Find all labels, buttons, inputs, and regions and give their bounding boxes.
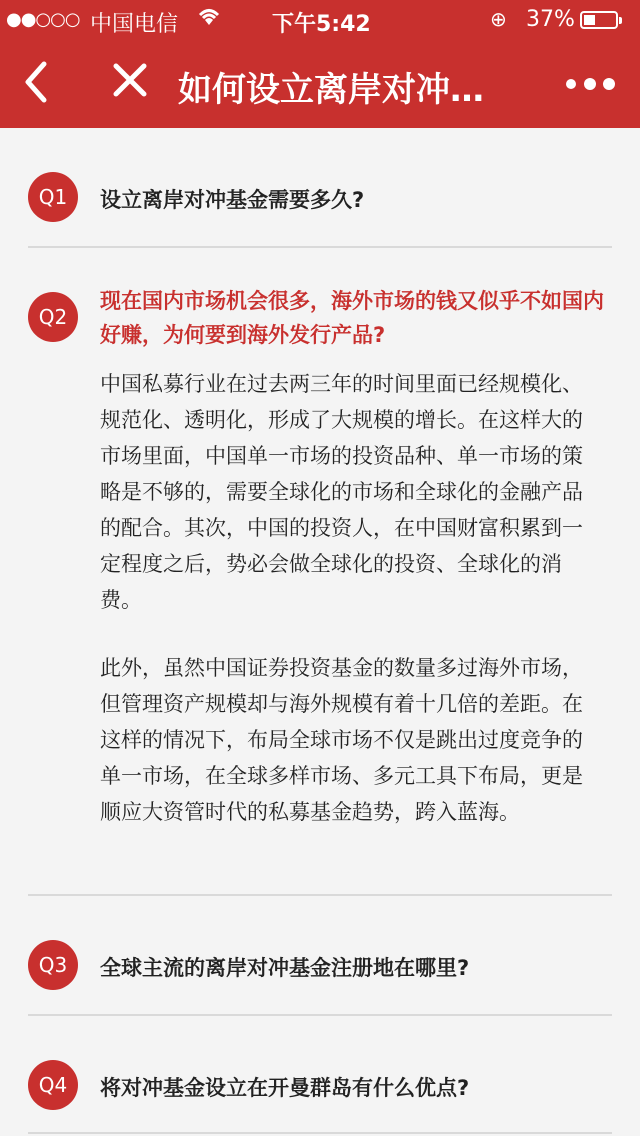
rotation-lock-icon: ⊕	[490, 7, 507, 31]
more-dot-icon	[566, 79, 576, 89]
battery-icon	[580, 11, 618, 29]
answer-paragraph: 中国私募行业在过去两三年的时间里面已经规模化、规范化、透明化，形成了大规模的增长。在这样大的市场里面，中国单一市场的投资品种、单一市场的策略是不够的，需要全球化的市场和全球化的金融产品的配合。其次，中国的投资人，在中国财富积累到一定程度之后，势必会做全球化的投资、全球化的消费。	[100, 372, 583, 612]
back-button[interactable]	[16, 52, 66, 112]
question-badge: Q1	[28, 172, 78, 222]
divider	[28, 246, 612, 248]
question-badge: Q3	[28, 940, 78, 990]
battery-fill	[584, 15, 595, 25]
question-text[interactable]: 全球主流的离岸对冲基金注册地在哪里?	[100, 956, 470, 980]
question-text[interactable]: 现在国内市场机会很多，海外市场的钱又似乎不如国内好赚，为何要到海外发行产品?	[100, 289, 604, 347]
divider	[28, 1014, 612, 1016]
question-text[interactable]: 将对冲基金设立在开曼群岛有什么优点?	[100, 1076, 470, 1100]
battery-tip	[619, 17, 622, 24]
more-menu-button[interactable]	[566, 64, 618, 104]
question-badge: Q2	[28, 292, 78, 342]
battery-percentage: 37%	[526, 7, 575, 32]
status-bar	[0, 0, 640, 40]
divider	[28, 894, 612, 896]
signal-strength-icon: ●●○○○	[6, 9, 80, 30]
wifi-icon	[196, 5, 222, 33]
top-bar	[0, 0, 640, 128]
divider	[28, 1132, 612, 1134]
question-text[interactable]: 设立离岸对冲基金需要多久?	[100, 188, 365, 212]
navigation-bar	[0, 40, 640, 128]
close-button[interactable]	[108, 52, 158, 112]
page-title: 如何设立离岸对冲…	[178, 70, 484, 110]
carrier-name: 中国电信	[90, 12, 179, 37]
question-badge: Q4	[28, 1060, 78, 1110]
more-dot-icon	[584, 78, 596, 90]
more-dot-icon	[603, 78, 615, 90]
answer-paragraph: 此外，虽然中国证券投资基金的数量多过海外市场，但管理资产规模却与海外规模有着十几倍的差距。在这样的情况下，布局全球市场不仅是跳出过度竞争的单一市场，在全球多样市场、多元工具下布局，更是顺应大资管时代的私募基金趋势，跨入蓝海。	[100, 656, 583, 824]
status-time: 下午5:42	[272, 12, 371, 37]
